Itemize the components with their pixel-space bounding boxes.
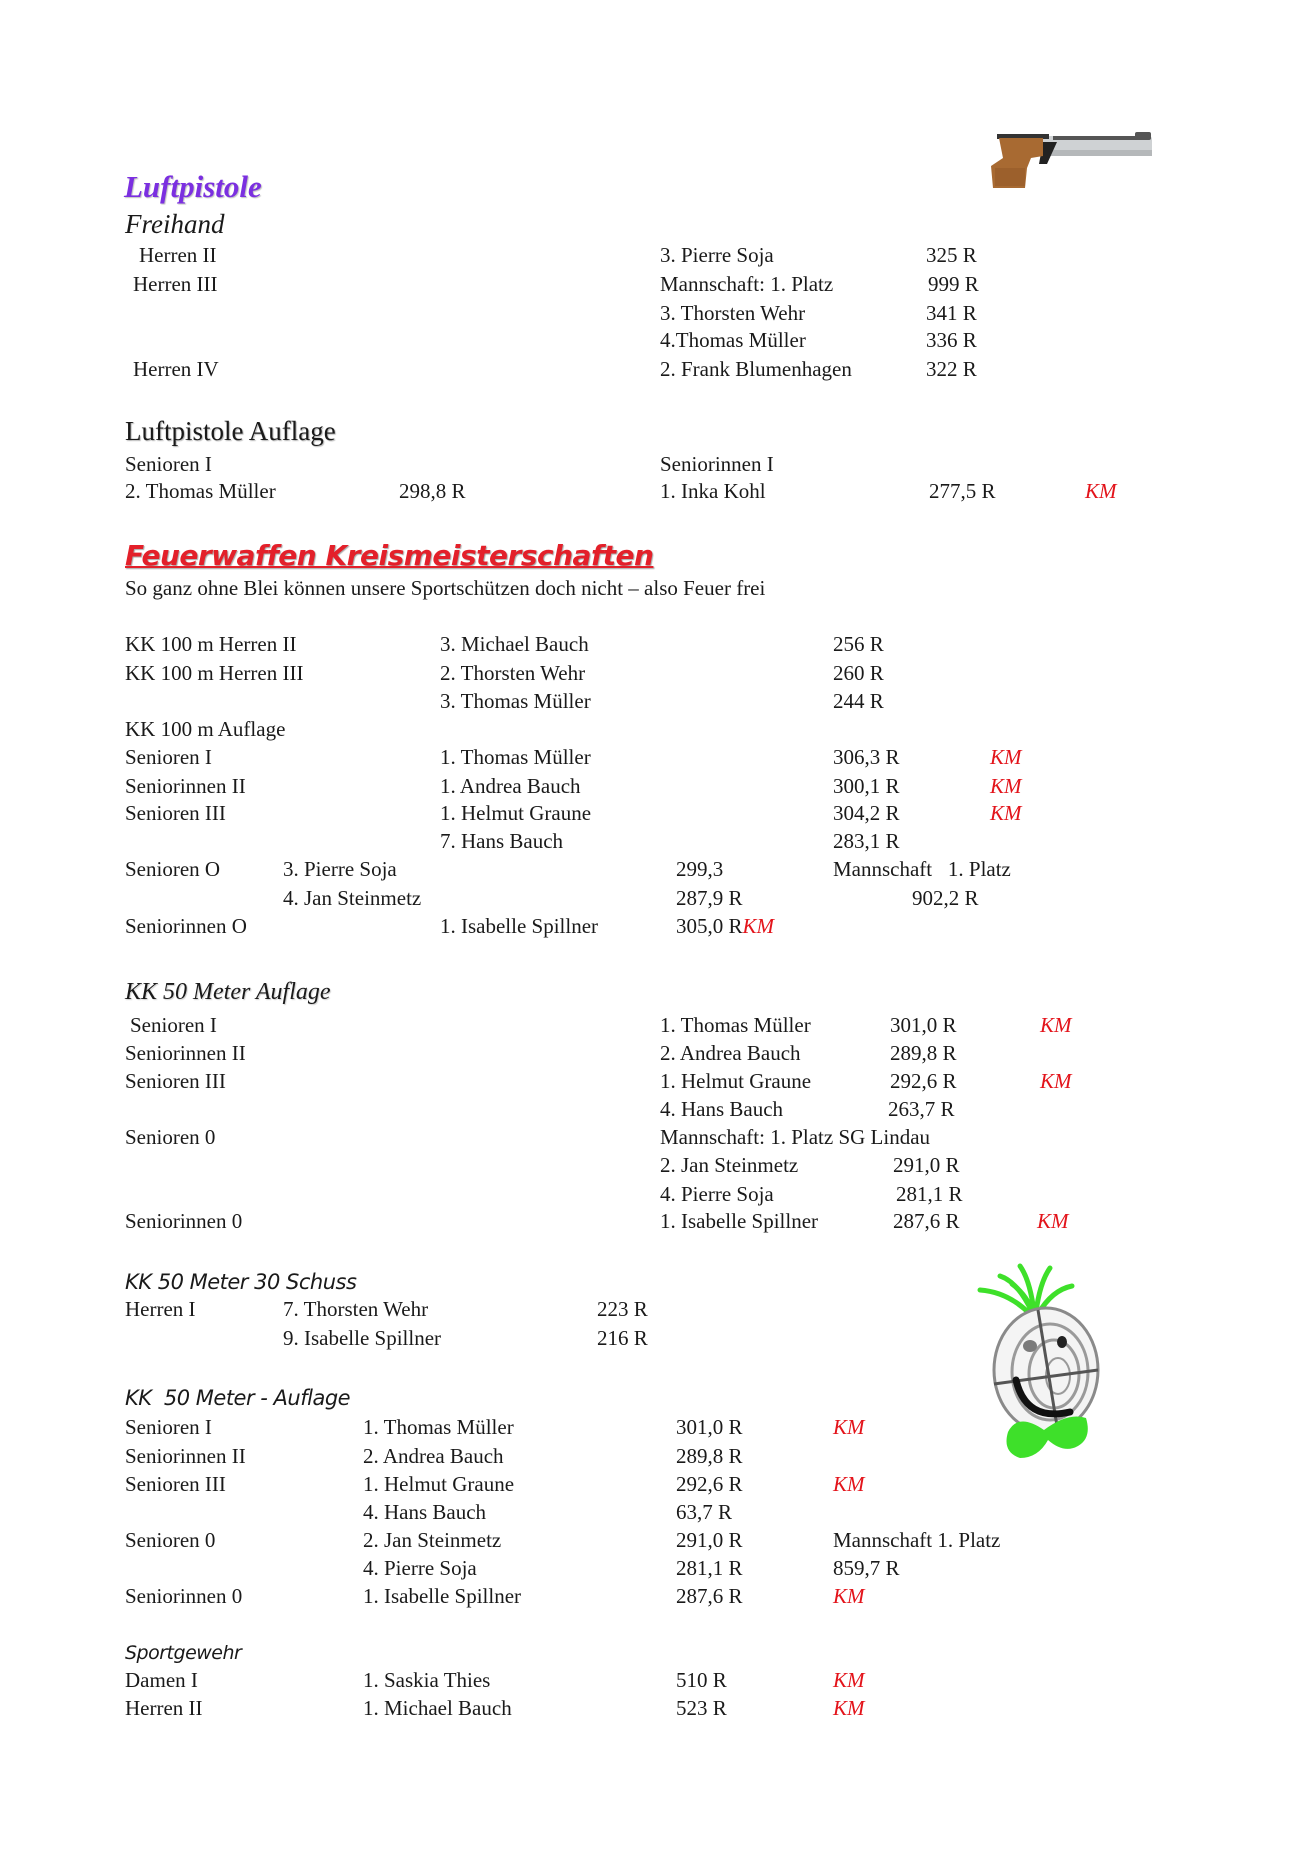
score: 325 R [926,243,977,267]
score: 291,0 R [676,1528,743,1552]
score: 301,0 R [890,1013,957,1037]
score: 301,0 R [676,1415,743,1439]
score: 523 R [676,1696,727,1720]
entry-name: 3. Pierre Soja [660,243,774,267]
class-label: Senioren I [125,452,212,476]
score: 216 R [597,1326,648,1350]
entry-name: 1. Michael Bauch [363,1696,512,1720]
score: 336 R [926,328,977,352]
entry-name: 1. Helmut Graune [363,1472,515,1496]
class-label: Senioren III [125,801,226,825]
entry-name: 4. Pierre Soja [660,1182,774,1206]
score: 256 R [833,632,884,656]
score: 244 R [833,689,884,713]
subsection-title-kk50-auflage-2: KK 50 Meter - Auflage [125,1386,351,1410]
class-label: Seniorinnen 0 [125,1584,243,1608]
score: 306,3 R [833,745,900,769]
score: 322 R [926,357,977,381]
score: 281,1 R [676,1556,743,1580]
score: 283,1 R [833,829,900,853]
section-title-luftpistole: Luftpistole [124,169,262,204]
class-label: Herren II [139,243,217,267]
class-label: Senioren III [125,1069,226,1093]
km-badge: KM [990,745,1022,769]
class-label: Senioren I [130,1013,217,1037]
class-label: Seniorinnen II [125,1041,246,1065]
entry-name: 1. Isabelle Spillner [440,914,599,938]
score: 341 R [926,301,977,325]
class-label: Seniorinnen I [660,452,774,476]
score: 263,7 R [888,1097,955,1121]
km-badge: KM [990,774,1022,798]
class-label: Herren II [125,1696,203,1720]
entry-name: 1. Thomas Müller [660,1013,811,1037]
km-badge: KM [833,1584,865,1608]
entry-name: 1. Helmut Graune [440,801,592,825]
team-score: 902,2 R [912,886,979,910]
km-badge: KM [833,1696,865,1720]
target-mascot-image [968,1262,1108,1462]
class-label: Herren III [133,272,218,296]
entry-name: 7. Thorsten Wehr [283,1297,429,1321]
km-badge: KM [1040,1069,1072,1093]
entry-name: 7. Hans Bauch [440,829,564,853]
class-label: Herren IV [133,357,219,381]
entry-name: 1. Isabelle Spillner [660,1209,819,1233]
entry-name: 2. Andrea Bauch [660,1041,801,1065]
subsection-title-luftpistole-auflage: Luftpistole Auflage [125,416,336,446]
score: 510 R [676,1668,727,1692]
score: 287,6 R [893,1209,960,1233]
entry-name: 1. Inka Kohl [660,479,766,503]
class-label: Senioren III [125,1472,226,1496]
entry-name: 2. Frank Blumenhagen [660,357,852,381]
section-title-feuerwaffen: Feuerwaffen Kreismeisterschaften [125,539,654,572]
subsection-title-kk50-30-schuss: KK 50 Meter 30 Schuss [125,1270,357,1294]
class-label: Herren I [125,1297,196,1321]
entry-name: 4. Pierre Soja [363,1556,477,1580]
score: 292,6 R [676,1472,743,1496]
air-pistol-image [985,128,1155,194]
km-badge: KM [1085,479,1117,503]
class-label: Senioren O [125,857,221,881]
score: 298,8 R [399,479,466,503]
km-badge: KM [833,1668,865,1692]
class-label: KK 100 m Herren III [125,661,304,685]
score: 305,0 R [676,914,743,938]
subsection-title-freihand: Freihand [125,209,225,239]
score: 289,8 R [676,1444,743,1468]
section-intro: So ganz ohne Blei können unsere Sportschützen doch nicht – also Feuer frei [125,576,766,600]
class-label: Seniorinnen II [125,1444,246,1468]
class-label: Senioren 0 [125,1528,216,1552]
score-with-badge [676,913,774,939]
score: 292,6 R [890,1069,957,1093]
class-label: Senioren I [125,745,212,769]
class-label: Senioren I [125,1415,212,1439]
km-badge: KM [990,801,1022,825]
class-label: Damen I [125,1668,198,1692]
score: 223 R [597,1297,648,1321]
score: 260 R [833,661,884,685]
entry-name: 1. Isabelle Spillner [363,1584,522,1608]
class-label: Seniorinnen II [125,774,246,798]
entry-name: 4. Jan Steinmetz [283,886,422,910]
entry-name: 9. Isabelle Spillner [283,1326,442,1350]
entry-name: 1. Thomas Müller [363,1415,514,1439]
score: 287,6 R [676,1584,743,1608]
score: 299,3 [676,857,724,881]
entry-name: 3. Thorsten Wehr [660,301,806,325]
score: 287,9 R [676,886,743,910]
entry-name: 4. Hans Bauch [363,1500,487,1524]
entry-name: 1. Helmut Graune [660,1069,812,1093]
class-label: Seniorinnen 0 [125,1209,243,1233]
entry-name: 1. Andrea Bauch [440,774,581,798]
entry-name: 4. Hans Bauch [660,1097,784,1121]
score: 289,8 R [890,1041,957,1065]
score: 300,1 R [833,774,900,798]
score: 304,2 R [833,801,900,825]
entry-name: 2. Thorsten Wehr [440,661,586,685]
class-label: Seniorinnen O [125,914,247,938]
score: 63,7 R [676,1500,733,1524]
subsection-label-kk100-auflage: KK 100 m Auflage [125,717,286,741]
subsection-title-sportgewehr: Sportgewehr [125,1642,242,1664]
class-label: Senioren 0 [125,1125,216,1149]
score: 999 R [928,272,979,296]
entry-name: 3. Thomas Müller [440,689,591,713]
km-badge: KM [833,1472,865,1496]
entry-name: 2. Jan Steinmetz [363,1528,502,1552]
team-label: Mannschaft: 1. Platz SG Lindau [660,1125,931,1149]
score: 281,1 R [896,1182,963,1206]
km-badge: KM [1040,1013,1072,1037]
class-label: KK 100 m Herren II [125,632,297,656]
team-label: Mannschaft 1. Platz [833,1528,1001,1552]
entry-name: 3. Michael Bauch [440,632,589,656]
entry-name: 2. Thomas Müller [125,479,276,503]
entry-name: 3. Pierre Soja [283,857,397,881]
score: 277,5 R [929,479,996,503]
km-badge: KM [1037,1209,1069,1233]
entry-name: 1. Thomas Müller [440,745,591,769]
entry-name: 4.Thomas Müller [660,328,806,352]
entry-name: 2. Jan Steinmetz [660,1153,799,1177]
subsection-title-kk50-auflage: KK 50 Meter Auflage [125,979,331,1005]
team-label: Mannschaft 1. Platz [833,857,1011,881]
score: 291,0 R [893,1153,960,1177]
km-badge: KM [833,1415,865,1439]
entry-name: 2. Andrea Bauch [363,1444,504,1468]
entry-name: Mannschaft: 1. Platz [660,272,834,296]
team-score: 859,7 R [833,1556,900,1580]
entry-name: 1. Saskia Thies [363,1668,491,1692]
km-badge: KM [742,914,775,938]
